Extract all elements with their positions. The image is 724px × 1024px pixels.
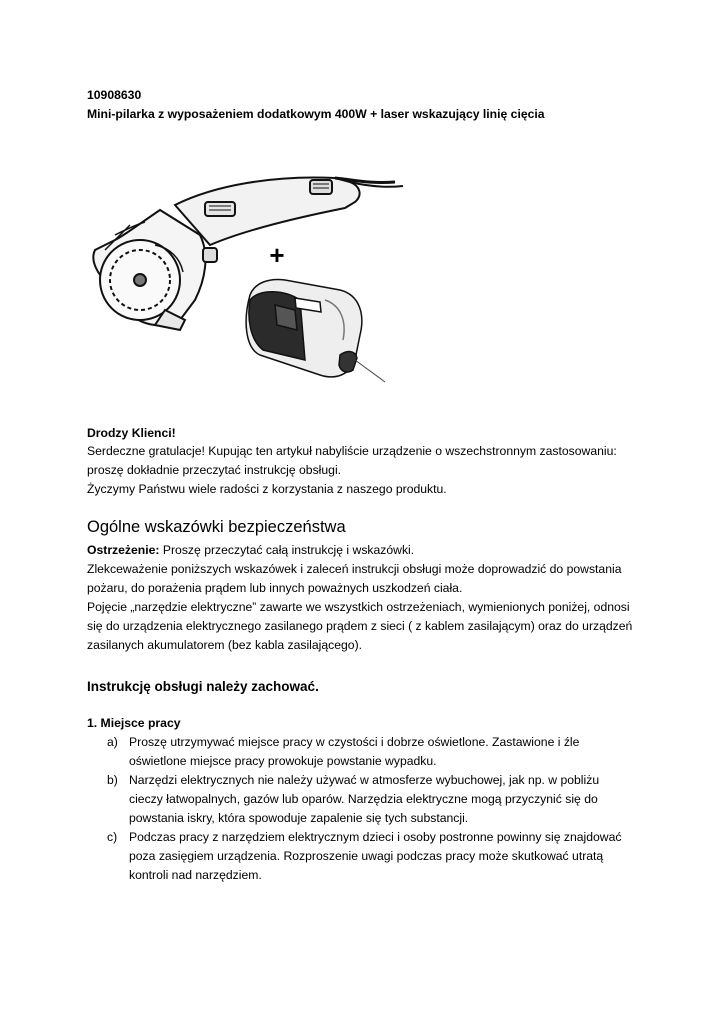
section-heading-workplace: 1. Miejsce pracy <box>87 716 181 730</box>
keep-manual-heading: Instrukcję obsługi należy zachować. <box>87 679 319 694</box>
list-item-mark: a) <box>107 735 118 749</box>
list-item-mark: c) <box>107 830 118 844</box>
warning-line <box>87 541 414 560</box>
list-item <box>129 733 649 771</box>
list-item-mark: b) <box>107 773 118 787</box>
plus-sign: + <box>269 240 285 270</box>
safety-line: się do urządzenia elektrycznego zasilanego prądem z sieci ( z kablem zasilającym) oraz do urządzeń <box>87 619 633 633</box>
list-item-line: poza zasięgiem urządzenia. Rozproszenie uwagi podczas pracy może skutkować utratą <box>129 849 604 863</box>
greeting-heading: Drodzy Klienci! <box>87 426 176 440</box>
list-item-line: Proszę utrzymywać miejsce pracy w czystości i dobrze oświetlone. Zastawione i źle <box>129 735 580 749</box>
laser-level-illustration <box>246 280 385 382</box>
greeting-line: Serdeczne gratulacje! Kupując ten artykuł nabyliście urządzenie o wszechstronnym zastosowaniu: <box>87 444 617 458</box>
warning-text: Proszę przeczytać całą instrukcję i wskazówki. <box>159 543 415 557</box>
safety-line: Zlekceważenie poniższych wskazówek i zaleceń instrukcji obsługi może doprowadzić do powstania <box>87 562 622 576</box>
list-item <box>129 771 649 828</box>
list-item-line: powstania iskry, która spowoduje zapalenie się tych substancji. <box>129 811 469 825</box>
list-item-line: cieczy łatwopalnych, gazów lub oparów. Narzędzia elektryczne mogą przyczynić się do <box>129 792 598 806</box>
document-title: Mini-pilarka z wyposażeniem dodatkowym 400W + laser wskazujący linię cięcia <box>87 107 545 121</box>
product-illustration <box>85 160 405 390</box>
safety-line: zasilanych akumulatorem (bez kabla zasilającego). <box>87 638 363 652</box>
greeting-line: proszę dokładnie przeczytać instrukcję obsługi. <box>87 463 342 477</box>
list-item-line: kontroli nad narzędziem. <box>129 868 262 882</box>
safety-line: pożaru, do porażenia prądem lub innych poważnych uszkodzeń ciała. <box>87 581 463 595</box>
list-item-line: Podczas pracy z narzędziem elektrycznym dzieci i osoby postronne powinny się znajdować <box>129 830 622 844</box>
list-item <box>129 828 649 885</box>
warning-label: Ostrzeżenie: <box>87 543 160 557</box>
product-code: 10908630 <box>87 88 142 102</box>
safety-line: Pojęcie „narzędzie elektryczne” zawarte we wszystkich ostrzeżeniach, wymienionych poniżej, odnosi <box>87 600 630 614</box>
safety-heading: Ogólne wskazówki bezpieczeństwa <box>87 518 346 536</box>
greeting-line: Życzymy Państwu wiele radości z korzystania z naszego produktu. <box>87 482 447 496</box>
list-item-line: oświetlone miejsce pracy prowokuje powstanie wypadku. <box>129 754 437 768</box>
list-item-line: Narzędzi elektrycznych nie należy używać w atmosferze wybuchowej, jak np. w pobliżu <box>129 773 600 787</box>
